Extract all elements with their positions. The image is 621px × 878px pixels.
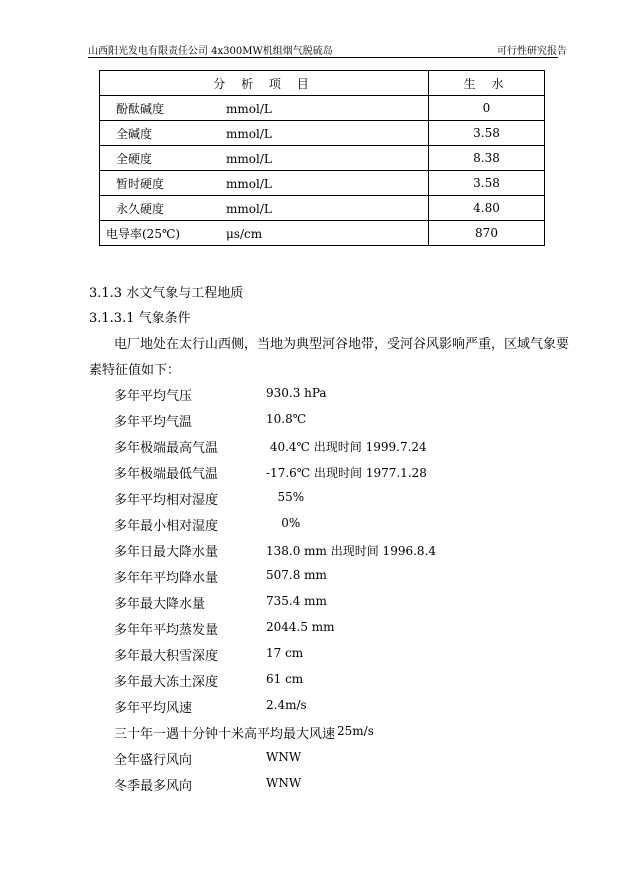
param-name: 电导率(25℃) (106, 226, 181, 241)
param-unit: mmol/L (226, 101, 272, 116)
climate-item-value: 2.4m/s (266, 698, 307, 712)
climate-item-value: 61 cm (266, 672, 304, 686)
climate-item-label: 多年最大降水量 (114, 597, 206, 612)
climate-item-label: 多年最小相对湿度 (114, 519, 219, 534)
table-row (100, 121, 545, 146)
climate-item-label: 多年平均气温 (114, 415, 193, 430)
header-rule (88, 57, 558, 58)
table-row (100, 196, 545, 221)
climate-item-value: 17 cm (266, 646, 304, 660)
section-heading-3-1-3: 3.1.3 水文气象与工程地质 (89, 286, 244, 301)
paragraph-line-1: 电厂地处在太行山西侧，当地为典型河谷地带，受河谷风影响严重，区域气象要 (114, 337, 570, 352)
climate-item-value: WNW (266, 776, 302, 790)
header-right: 可行性研究报告 (497, 46, 567, 57)
climate-item-value: -17.6℃ 出现时间 1977.1.28 (266, 466, 427, 480)
table-row (100, 96, 545, 121)
param-unit: mmol/L (226, 126, 272, 141)
paragraph-line-2: 素特征值如下： (89, 363, 181, 378)
header-left: 山西阳光发电有限责任公司 4x300MW机组烟气脱硫岛 (88, 46, 333, 57)
param-value: 3.58 (429, 171, 545, 196)
param-value: 0 (429, 96, 545, 121)
climate-item-value: WNW (266, 750, 302, 764)
climate-item-value: 930.3 hPa (266, 386, 327, 400)
table-header-row (100, 71, 545, 96)
climate-item-label: 多年极端最低气温 (114, 467, 219, 482)
param-name: 暂时硬度 (116, 176, 165, 191)
wind-speed-value: 25m/s (337, 724, 374, 738)
climate-item-label: 多年日最大降水量 (114, 545, 219, 560)
climate-item-value: 138.0 mm 出现时间 1996.8.4 (266, 544, 436, 558)
climate-item-label: 多年极端最高气温 (114, 441, 219, 456)
param-value: 4.80 (429, 196, 545, 221)
section-heading-3-1-3-1: 3.1.3.1 气象条件 (89, 311, 191, 326)
climate-item-value: 735.4 mm (266, 594, 327, 608)
wind-speed-label: 三十年一遇十分钟十米高平均最大风速 (114, 727, 336, 742)
climate-item-value: 0% (266, 516, 301, 530)
col2-header: 生 水 (429, 71, 545, 96)
param-value: 870 (429, 221, 545, 246)
climate-item-value: 2044.5 mm (266, 620, 335, 634)
param-unit: μs/cm (226, 226, 263, 241)
climate-item-label: 冬季最多风向 (114, 779, 193, 794)
param-name: 全碱度 (116, 126, 153, 141)
param-name: 酚酞碱度 (116, 101, 165, 116)
climate-item-value: 55% (266, 490, 305, 504)
climate-item-label: 多年平均风速 (114, 701, 193, 716)
table-row (100, 221, 545, 246)
climate-item-value: 10.8℃ (266, 412, 307, 426)
param-value: 3.58 (429, 121, 545, 146)
param-value: 8.38 (429, 146, 545, 171)
climate-item-label: 多年年平均蒸发量 (114, 623, 219, 638)
climate-item-label: 多年年平均降水量 (114, 571, 219, 586)
param-unit: mmol/L (226, 151, 272, 166)
climate-item-label: 多年平均相对湿度 (114, 493, 219, 508)
param-name: 永久硬度 (116, 201, 165, 216)
water-quality-table (99, 70, 545, 246)
col1-header: 分 析 项 目 (100, 71, 429, 96)
param-unit: mmol/L (226, 176, 272, 191)
climate-item-label: 多年最大积雪深度 (114, 649, 219, 664)
param-unit: mmol/L (226, 201, 272, 216)
table-row (100, 146, 545, 171)
climate-item-label: 全年盛行风向 (114, 753, 193, 768)
climate-item-value: 40.4℃ 出现时间 1999.7.24 (266, 440, 427, 454)
climate-item-value: 507.8 mm (266, 568, 327, 582)
climate-item-label: 多年最大冻土深度 (114, 675, 219, 690)
climate-item-label: 多年平均气压 (114, 389, 193, 404)
param-name: 全硬度 (116, 151, 153, 166)
table-row (100, 171, 545, 196)
